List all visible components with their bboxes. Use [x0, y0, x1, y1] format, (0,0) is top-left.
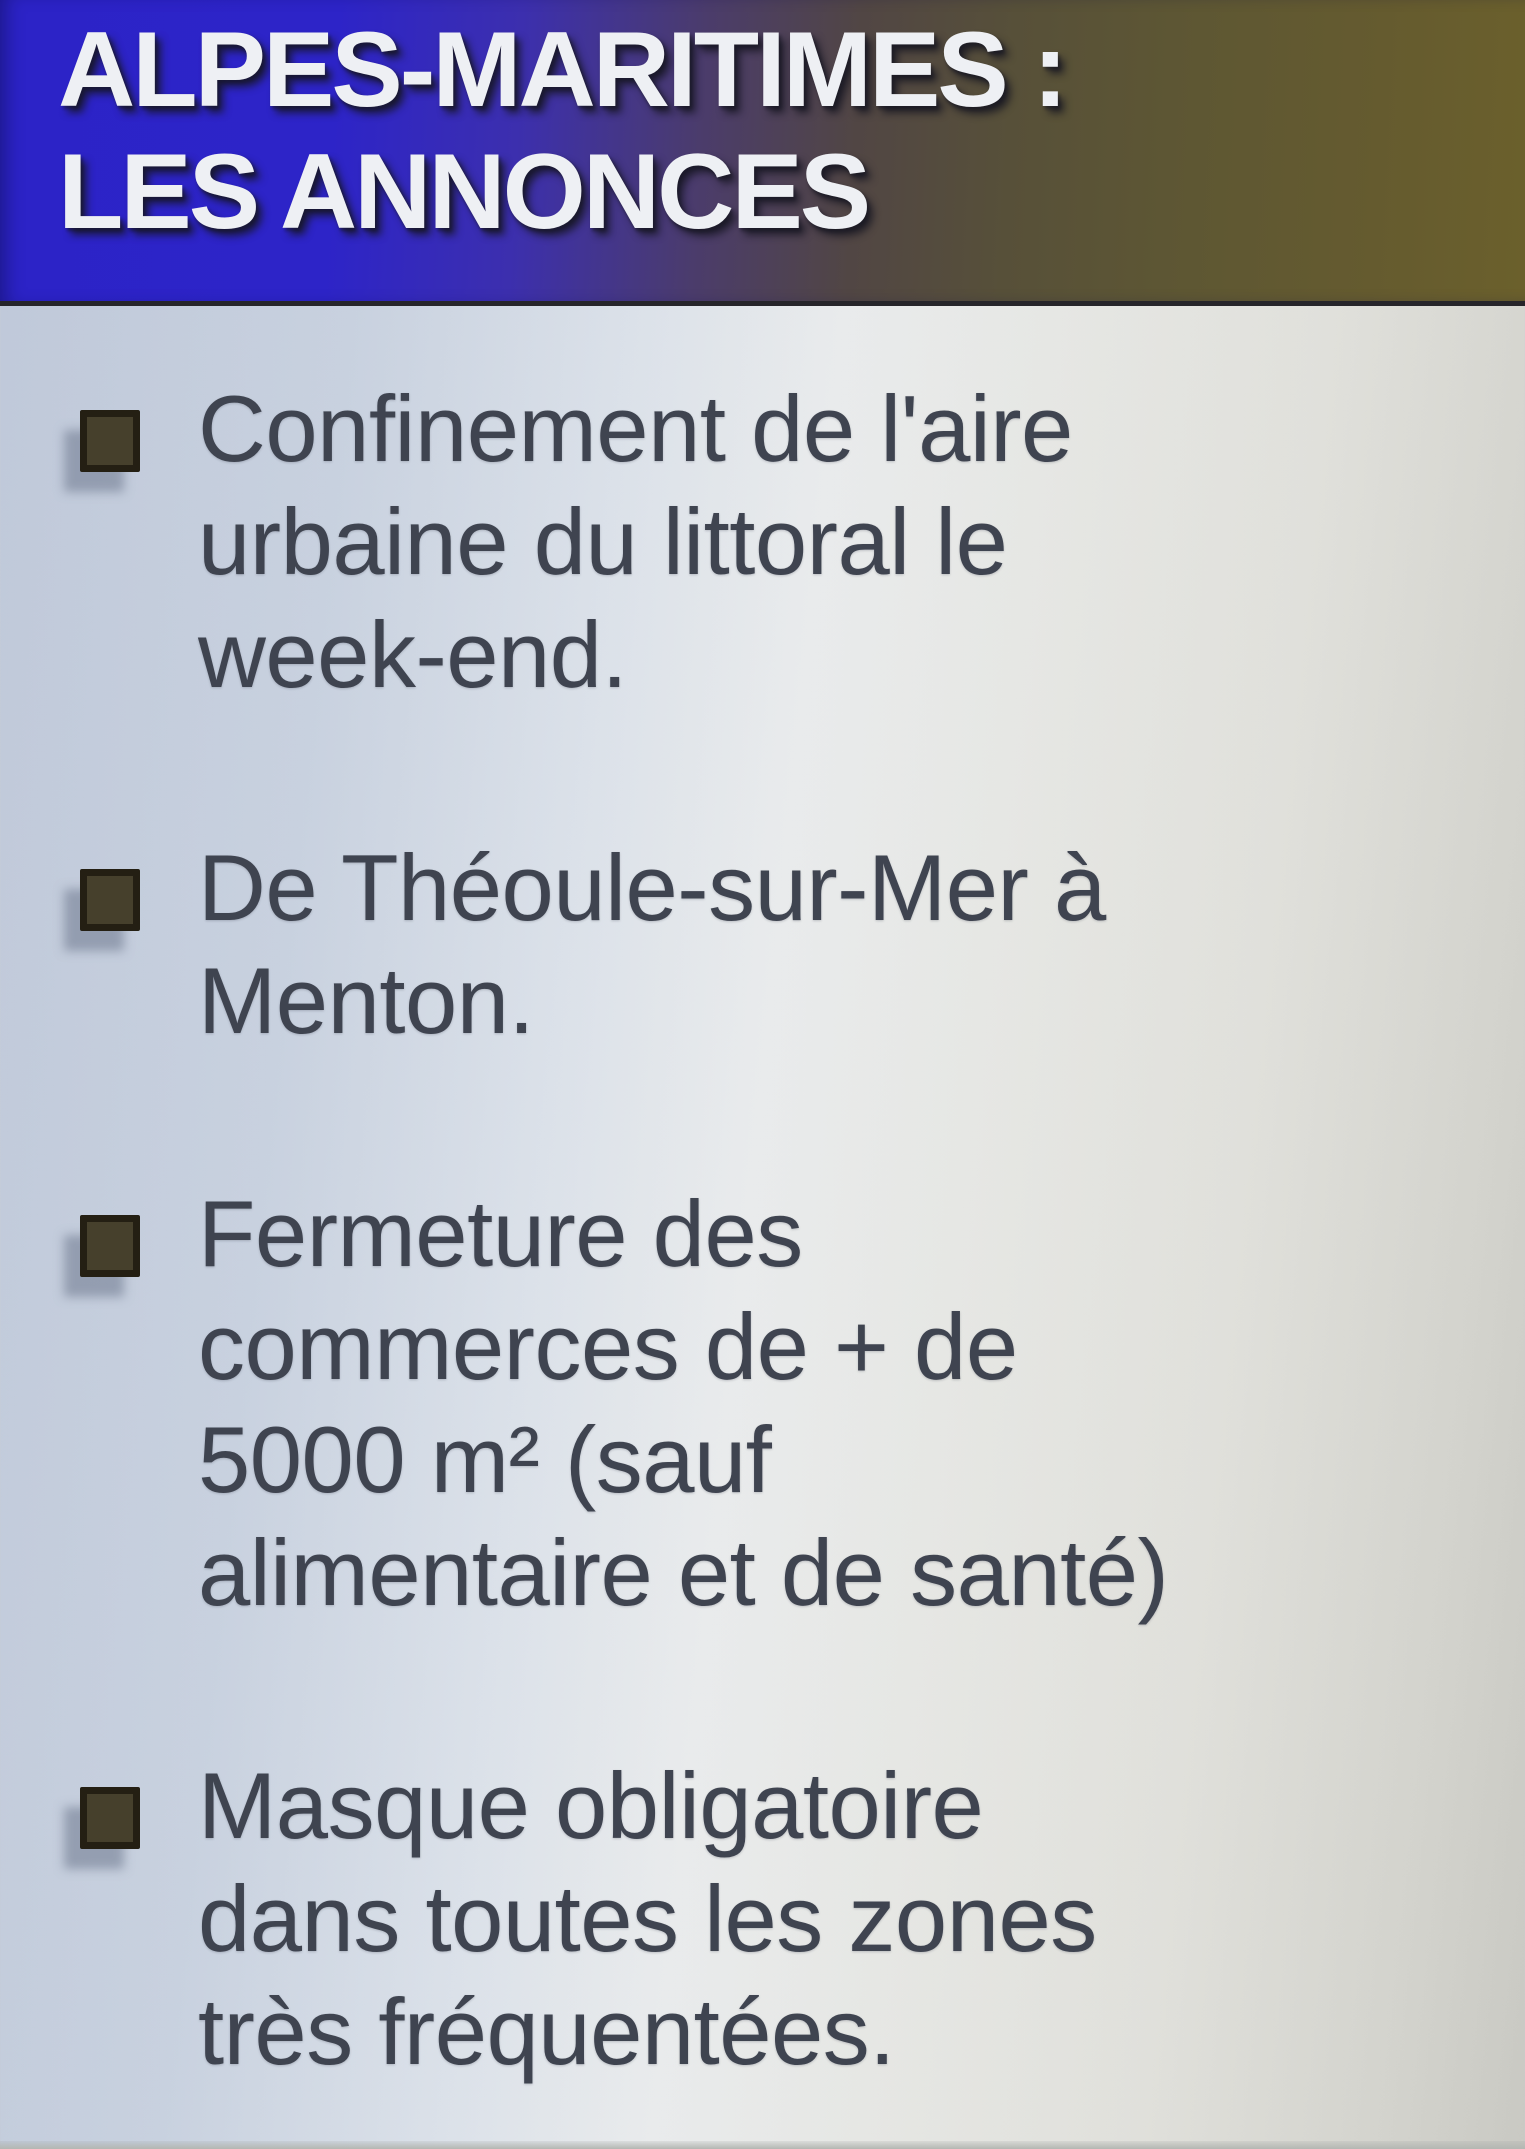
- announcement-line: week-end.: [198, 602, 628, 707]
- list-item: [80, 372, 1480, 711]
- announcement-text: [198, 1177, 1168, 1629]
- announcement-line: Fermeture des: [198, 1181, 803, 1286]
- list-item: [80, 831, 1480, 1057]
- announcement-line: Masque obligatoire: [198, 1753, 984, 1858]
- announcement-line: Menton.: [198, 948, 535, 1053]
- page-title-line-1: ALPES-MARITIMES :: [58, 9, 1066, 129]
- header-banner: [0, 0, 1525, 306]
- announcement-line: alimentaire et de santé): [198, 1520, 1169, 1625]
- announcement-text: [198, 372, 1073, 711]
- announcement-line: De Théoule-sur-Mer à: [198, 835, 1106, 940]
- announcement-line: urbaine du littoral le: [198, 489, 1008, 594]
- square-bullet-icon: [80, 1787, 140, 1849]
- square-bullet-icon: [80, 1215, 140, 1277]
- announcement-line: Confinement de l'aire: [198, 376, 1073, 481]
- announcement-line: très fréquentées.: [198, 1979, 895, 2084]
- square-bullet-icon: [80, 869, 140, 931]
- announcement-line: 5000 m² (sauf: [198, 1407, 772, 1512]
- announcement-line: commerces de + de: [198, 1294, 1018, 1399]
- screen-bottom-edge: [0, 2141, 1525, 2149]
- announcement-list: [80, 372, 1480, 2149]
- list-item: [80, 1749, 1480, 2088]
- page-title-line-2: LES ANNONCES: [58, 131, 869, 251]
- announcement-text: [198, 831, 1106, 1057]
- square-bullet-icon: [80, 410, 140, 472]
- announcement-text: [198, 1749, 1097, 2088]
- announcement-line: dans toutes les zones: [198, 1866, 1097, 1971]
- list-item: [80, 1177, 1480, 1629]
